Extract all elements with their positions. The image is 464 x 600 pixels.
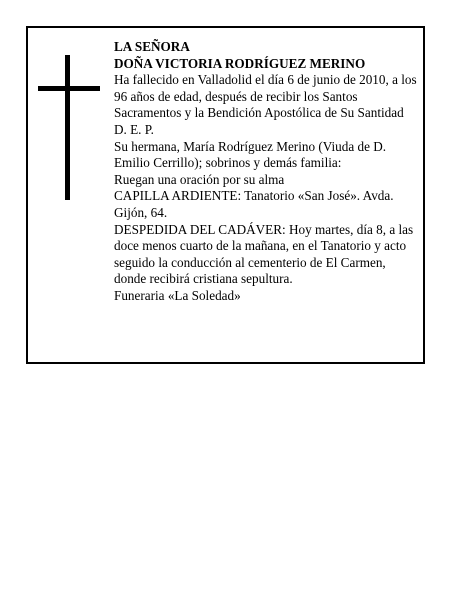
prayer-request: Ruegan una oración por su alma [114,171,285,187]
funeral-chapel: CAPILLA ARDIENTE: Tanatorio «San José». Avda. Gijón, 64. [114,188,394,220]
death-announcement: Ha fallecido en Valladolid el día 6 de junio de 2010, a los 96 años de edad, después de recibir los Santos Sacramentos y la Bendición Apostólica de Su Santidad D. E. P. [114,72,417,137]
burial-details: DESPEDIDA DEL CADÁVER: Hoy martes, día 8, a las doce menos cuarto de la mañana, en el Tanatorio y acto seguido la conducción al cementerio de El Carmen, donde recibirá cristiana sepultura. [114,221,414,287]
honorific: LA SEÑORA [114,39,190,54]
cross-horizontal-bar [38,86,100,91]
obituary-notice [26,26,425,364]
obituary-text [114,39,418,305]
cross-vertical-bar [65,55,70,200]
cross-icon [38,55,100,200]
funeral-home: Funeraria «La Soledad» [114,287,241,303]
family-mourners: Su hermana, María Rodríguez Merino (Viuda de D. Emilio Cerrillo); sobrinos y demás familia: [114,138,387,171]
deceased-name: DOÑA VICTORIA RODRÍGUEZ MERINO [114,55,366,71]
